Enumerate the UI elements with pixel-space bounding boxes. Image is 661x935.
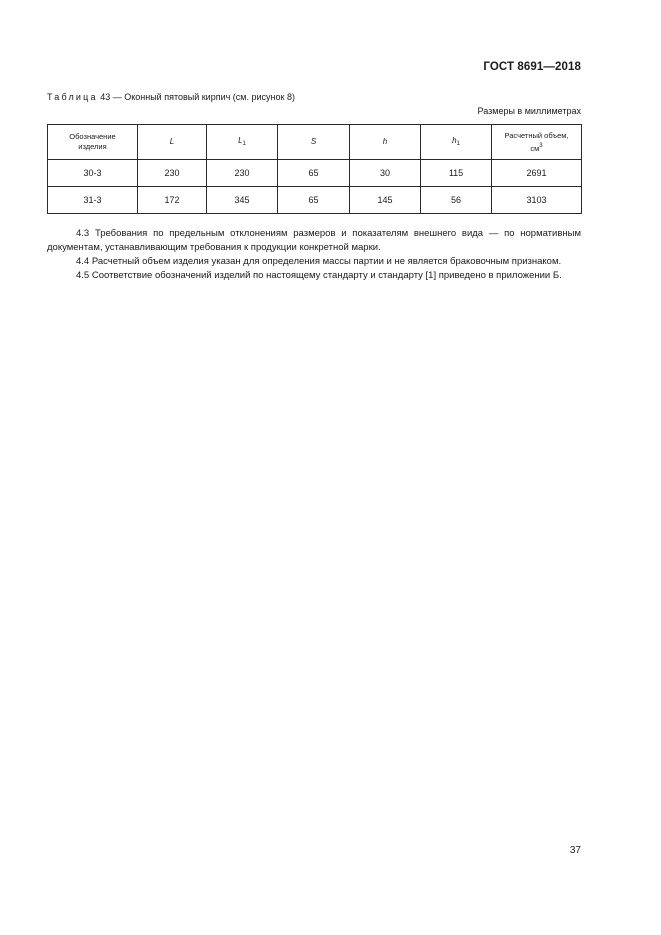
table-caption [47, 92, 295, 102]
header-designation-line1: Обозначение [69, 132, 116, 141]
header-volume [492, 125, 582, 160]
body-text [47, 227, 581, 283]
table-row [48, 187, 582, 214]
header-volume-line1: Расчетный объем, [504, 130, 569, 140]
table-cell: 115 [421, 160, 492, 187]
dimensions-table [47, 124, 582, 214]
header-h1-sub: 1 [456, 140, 460, 147]
table-caption-label: Таблица [47, 92, 98, 102]
table-cell: 56 [421, 187, 492, 214]
header-h1 [421, 125, 492, 160]
page-number: 37 [569, 845, 581, 856]
header-h: h [350, 125, 421, 160]
header-L1-base: L [238, 135, 243, 145]
table-cell: 230 [207, 160, 278, 187]
table-row [48, 160, 582, 187]
paragraph-4-4: 4.4 Расчетный объем изделия указан для определения массы партии и не является браковочным признаком. [76, 256, 562, 267]
table-cell: 145 [350, 187, 421, 214]
table-caption-text: 43 — Оконный пятовый кирпич (см. рисунок 8) [97, 92, 295, 102]
table-header-row [48, 125, 582, 160]
table-cell: 30 [350, 160, 421, 187]
header-S: S [278, 125, 350, 160]
table-cell: 345 [207, 187, 278, 214]
header-L: L [138, 125, 207, 160]
table-cell: 65 [278, 160, 350, 187]
paragraph-4-3: 4.3 Требования по предельным отклонениям размеров и показателям внешнего вида — по нормативным документам, устанавливающим требования к продукции конкретной марки. [47, 228, 581, 253]
table-cell: 2691 [492, 160, 582, 187]
standard-code-header: ГОСТ 8691—2018 [483, 61, 581, 73]
header-h1-base: h [452, 135, 457, 145]
table-cell: 230 [138, 160, 207, 187]
header-L1 [207, 125, 278, 160]
header-designation [48, 125, 138, 160]
header-designation-line2: изделия [78, 142, 107, 151]
table-cell: 31-3 [48, 187, 138, 214]
header-volume-sup: 3 [539, 142, 543, 149]
table-cell: 65 [278, 187, 350, 214]
header-volume-line2: см [530, 143, 540, 153]
header-L1-sub: 1 [242, 140, 246, 147]
table-cell: 3103 [492, 187, 582, 214]
units-note: Размеры в миллиметрах [477, 106, 581, 116]
table-cell: 172 [138, 187, 207, 214]
paragraph-4-5: 4.5 Соответствие обозначений изделий по настоящему стандарту и стандарту [1] приведено в приложении Б. [76, 270, 562, 281]
table-cell: 30-3 [48, 160, 138, 187]
